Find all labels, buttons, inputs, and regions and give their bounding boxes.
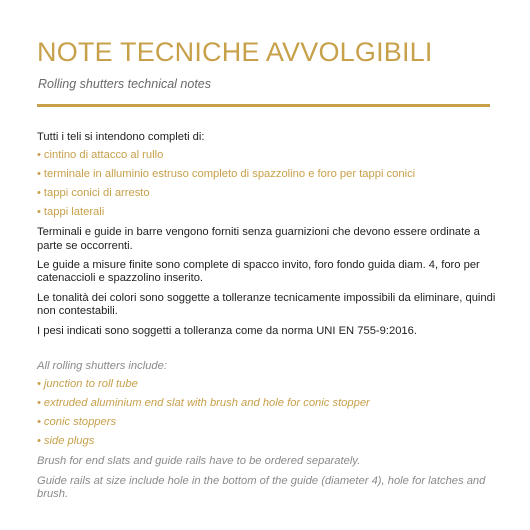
- list-item-text: side plugs: [43, 434, 95, 447]
- list-item: [37, 206, 497, 219]
- bullet-icon: •: [37, 416, 41, 429]
- section-gap: [37, 344, 497, 360]
- english-list: [37, 378, 497, 448]
- bullet-icon: •: [37, 378, 41, 391]
- bullet-icon: •: [37, 168, 41, 181]
- list-item: [37, 168, 497, 181]
- list-item-text: junction to roll tube: [43, 378, 138, 391]
- italian-paragraph: Le tonalità dei colori sono soggette a tolleranze tecnicamente impossibili da eliminare, quindi non contestabili.: [37, 291, 496, 318]
- italian-paragraph: I pesi indicati sono soggetti a tolleranza come da norma UNI EN 755-9:2016.: [37, 324, 417, 337]
- list-item-text: cintino di attacco al rullo: [43, 149, 164, 162]
- italian-paragraph: Le guide a misure finite sono complete di spacco invito, foro fondo guida diam. 4, foro per catenaccioli e spazzolino inserito.: [37, 259, 480, 285]
- gold-divider: [37, 104, 490, 107]
- list-item-text: conic stoppers: [43, 416, 117, 429]
- bullet-icon: •: [37, 434, 41, 447]
- bullet-icon: •: [37, 187, 41, 199]
- list-item: [37, 378, 497, 391]
- english-intro: All rolling shutters include:: [37, 360, 167, 373]
- list-item: [37, 416, 497, 429]
- bullet-icon: •: [37, 397, 41, 410]
- list-item-text: extruded aluminium end slat with brush and hole for conic stopper: [43, 397, 370, 410]
- list-item: [37, 187, 497, 200]
- list-item: [37, 435, 497, 448]
- italian-paragraph: Terminali e guide in barre vengono forniti senza guarnizioni che devono essere ordinate a parte se occorrenti.: [37, 226, 480, 252]
- english-paragraph: Guide rails at size include hole in the bottom of the guide (diameter 4), hole for latches and brush.: [37, 474, 486, 501]
- italian-intro: Tutti i teli si intendono completi di:: [37, 131, 205, 143]
- bullet-icon: •: [37, 149, 41, 162]
- list-item: [37, 149, 497, 162]
- list-item-text: tappi laterali: [43, 205, 105, 218]
- list-item: [37, 397, 497, 410]
- english-paragraph: Brush for end slats and guide rails have to be ordered separately.: [37, 455, 361, 468]
- page-title: NOTE TECNICHE AVVOLGIBILI: [37, 37, 433, 67]
- list-item-text: tappi conici di arresto: [43, 187, 150, 199]
- italian-list: [37, 149, 497, 219]
- list-item-text: terminale in alluminio estruso completo di spazzolino e foro per tappi conici: [43, 168, 416, 181]
- page-subtitle: Rolling shutters technical notes: [38, 77, 212, 91]
- bullet-icon: •: [37, 205, 41, 218]
- notes-content: [37, 131, 497, 507]
